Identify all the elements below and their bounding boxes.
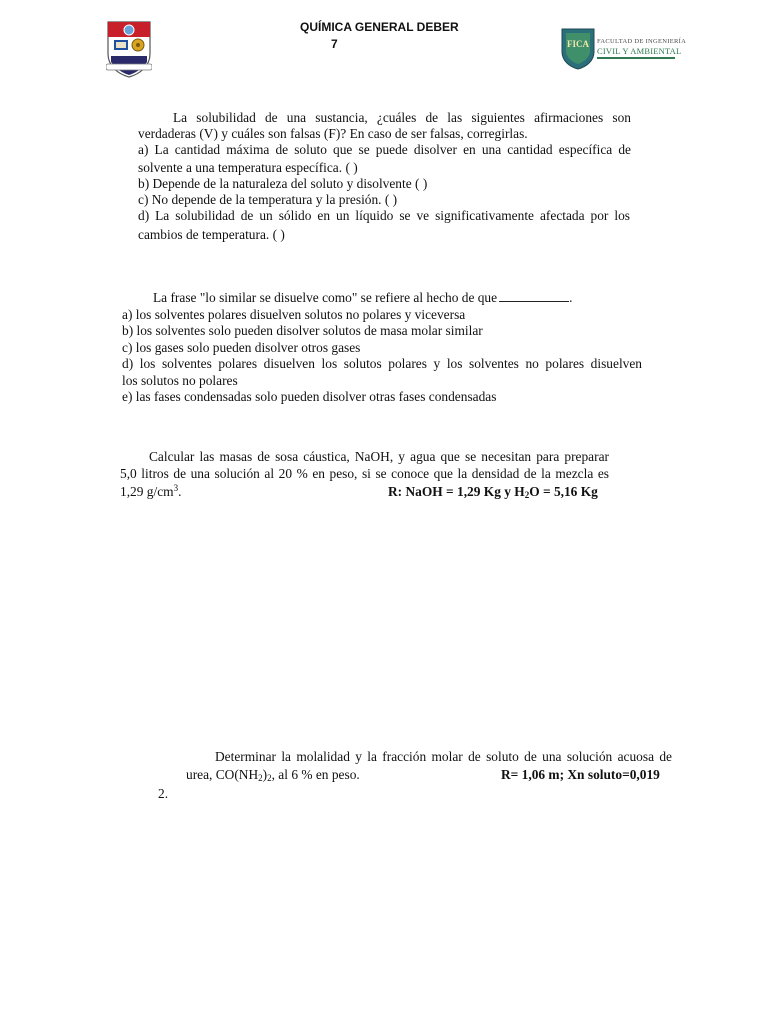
q1-option-b: b) Depende de la naturaleza del soluto y disolvente ( )	[138, 176, 428, 191]
q2-intro	[153, 290, 572, 306]
university-crest-logo	[106, 20, 152, 78]
q4-line-1: Determinar la molalidad y la fracción molar de soluto de una solución acuosa de	[215, 749, 672, 764]
q1-option-d-line-2: cambios de temperatura. ( )	[138, 227, 285, 242]
q1-line-1: La solubilidad de una sustancia, ¿cuáles de las siguientes afirmaciones son	[173, 110, 631, 125]
answer-blank	[499, 290, 569, 302]
q4-formula-sub-2: 2	[267, 773, 272, 783]
q4-answer: R= 1,06 m; Xn soluto=0,019	[501, 767, 660, 782]
q4-formula-part-2: )	[262, 767, 268, 782]
q3-line-2: 5,0 litros de una solución al 20 % en peso, si se conoce que la densidad de la mezcla es	[120, 466, 609, 481]
q3-answer-subscript: 2	[524, 490, 530, 500]
q4-formula-sub-1: 2	[258, 773, 263, 783]
q1-line-2: verdaderas (V) y cuáles son falsas (F)? En caso de ser falsas, corregirlas.	[138, 126, 528, 141]
q4-number: 2.	[158, 786, 169, 801]
q3-answer-part-1: R: NaOH = 1,29 Kg y H	[388, 484, 525, 499]
faculty-name-line-2: CIVIL Y AMBIENTAL	[597, 46, 682, 56]
q2-intro-text: La frase "lo similar se disuelve como" se refiere al hecho de que	[153, 290, 498, 305]
q3-density-exponent: 3	[173, 483, 179, 493]
faculty-logo-rule	[597, 57, 675, 59]
q1-option-a-line-1: a) La cantidad máxima de soluto que se puede disolver en una cantidad específica de	[138, 142, 631, 157]
q2-intro-end: .	[569, 290, 573, 305]
faculty-logo	[560, 26, 687, 70]
q1-option-c: c) No depende de la temperatura y la presión. ( )	[138, 192, 398, 207]
q3-line-3	[120, 484, 181, 500]
faculty-name-line-1: FACULTAD DE INGENIERÍA	[597, 38, 687, 45]
q4-formula-part-3: , al 6 % en peso.	[271, 767, 360, 782]
q1-option-a-line-2: solvente a una temperatura específica. ( )	[138, 160, 358, 175]
q2-option-d-line-2: los solutos no polares	[122, 373, 238, 388]
q2-option-b: b) los solventes solo pueden disolver solutos de masa molar similar	[122, 323, 483, 338]
q3-line-1: Calcular las masas de sosa cáustica, NaOH, y agua que se necesitan para preparar	[149, 449, 609, 464]
q1-option-d-line-1: d) La solubilidad de un sólido en un líquido se ve significativamente afectada por los	[138, 208, 630, 223]
q2-option-e: e) las fases condensadas solo pueden disolver otras fases condensadas	[122, 389, 497, 404]
q3-density-value: 1,29 g/cm	[120, 484, 174, 499]
homework-number: 7	[331, 37, 338, 51]
q4-line-2	[186, 767, 360, 783]
faculty-seal-text: FICA	[567, 39, 589, 49]
q4-formula-part-1: urea, CO(NH	[186, 767, 259, 782]
q3-answer-part-2: O = 5,16 Kg	[529, 484, 598, 499]
q3-line-3-end: .	[178, 484, 182, 499]
document-title: QUÍMICA GENERAL DEBER	[300, 20, 459, 34]
q2-option-a: a) los solventes polares disuelven solutos no polares y viceversa	[122, 307, 466, 322]
q2-option-d-line-1: d) los solventes polares disuelven los solutos polares y los solventes no polares disuelven	[122, 356, 642, 371]
q3-answer	[388, 484, 598, 500]
q2-option-c: c) los gases solo pueden disolver otros gases	[122, 340, 361, 355]
